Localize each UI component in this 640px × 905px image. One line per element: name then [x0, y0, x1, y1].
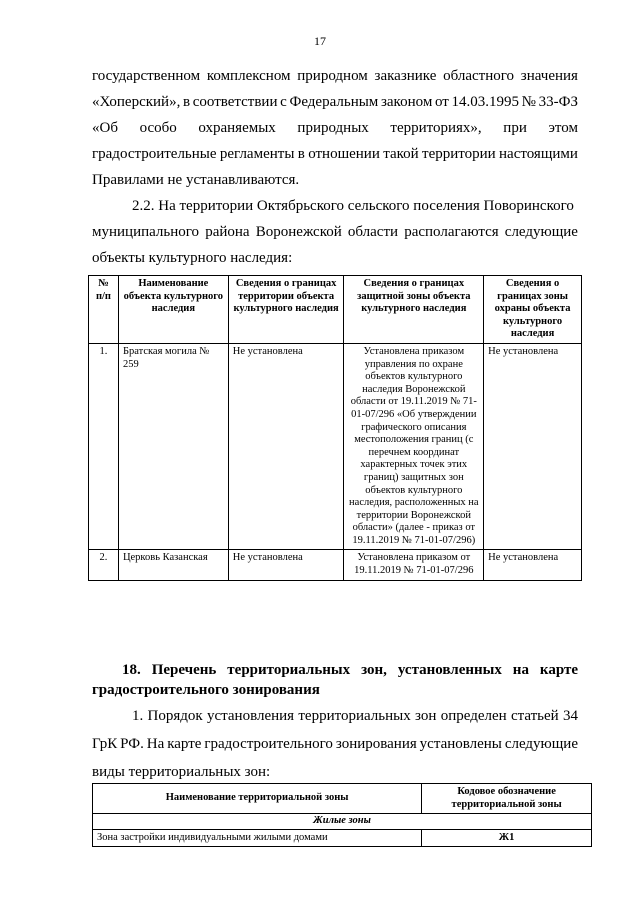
section-18-title: [92, 660, 578, 700]
word: государственном: [92, 68, 201, 84]
word: располагаются: [404, 224, 499, 240]
word: «Хоперский»,: [92, 94, 181, 110]
word: статьей: [510, 708, 559, 724]
word: РФ.: [120, 736, 144, 752]
text-line: 2.2. На территории Октябрьского сельского поселения Поворинского: [132, 198, 574, 214]
word: регламенты: [219, 146, 295, 162]
word: следующие: [504, 224, 578, 240]
table-group-row: [93, 814, 592, 830]
word: карте: [167, 736, 202, 752]
word: «Об: [92, 120, 118, 136]
word: 14.03.1995: [451, 94, 519, 110]
word: с: [280, 94, 287, 110]
column-header-zone-name: Наименование территориальной зоны: [93, 784, 422, 814]
cell-territory: Не установлена: [228, 343, 344, 550]
word: ГрК: [92, 736, 118, 752]
word: зонирования: [335, 736, 417, 752]
cell-zone-code: Ж1: [422, 829, 592, 847]
cell-number: 2.: [89, 550, 119, 580]
word: установлены: [419, 736, 502, 752]
zone-group-label: Жилые зоны: [93, 814, 592, 830]
word: областного: [443, 68, 515, 84]
table-row: [89, 343, 582, 550]
cell-protective-zone: Установлена приказом управления по охране объектов культурного наследия Воронежской области от 19.11.2019 № 71-01-07/296 «Об утверждении графического описания местоположения границ (с перечнем координат характерных точек этих границ) защитных зон объектов культурного наследия, расположенных на территории Воронежской области» (далее - приказ от 19.11.2019 № 71-01-07/296): [344, 343, 484, 550]
word: Воронежской: [255, 224, 342, 240]
text-line: [92, 118, 578, 138]
cell-number: 1.: [89, 343, 119, 550]
territorial-zones-table: [92, 783, 592, 847]
word: района: [205, 224, 250, 240]
word: На: [146, 736, 165, 752]
text-line: виды территориальных зон:: [92, 764, 271, 780]
word: 33-ФЗ: [538, 94, 578, 110]
table-row: [89, 550, 582, 580]
word: при: [503, 120, 527, 136]
table-header-row: [89, 276, 582, 344]
word: комплексном: [206, 68, 291, 84]
word: области: [347, 224, 399, 240]
text-line: объекты культурного наследия:: [92, 250, 293, 266]
word: муниципального: [92, 224, 200, 240]
word: градостроительного: [204, 736, 333, 752]
cell-name: Братская могила № 259: [118, 343, 228, 550]
word: от: [434, 94, 449, 110]
heritage-objects-table: [88, 275, 582, 581]
column-header-number: № п/п: [89, 276, 119, 344]
word: территориальных: [298, 708, 411, 724]
word: в: [297, 146, 305, 162]
column-header-zone-code: Кодовое обозначение территориальной зоны: [422, 784, 592, 814]
cell-name: Церковь Казанская: [118, 550, 228, 580]
cell-zone-name: Зона застройки индивидуальными жилыми домами: [93, 829, 422, 847]
column-header-name: Наименование объекта культурного наследия: [118, 276, 228, 344]
word: в: [182, 94, 191, 110]
word: соответствии: [192, 94, 278, 110]
section-title-text: 18. Перечень территориальных зон, установленных на карте градостроительного зонирования: [92, 662, 578, 698]
cell-territory: Не установлена: [228, 550, 344, 580]
word: зон: [415, 708, 437, 724]
page-number: 17: [314, 34, 326, 48]
cell-protection-zone: Не установлена: [484, 343, 582, 550]
word: территориях»,: [390, 120, 482, 136]
word: следующие: [504, 736, 578, 752]
column-header-protection-zone: Сведения о границах зоны охраны объекта культурного наследия: [484, 276, 582, 344]
word: Федеральным: [289, 94, 379, 110]
text-line: [132, 706, 578, 726]
word: Правилами не устанавливаются.: [92, 172, 300, 188]
word: природном: [297, 68, 368, 84]
text-line: [92, 66, 578, 86]
word: определен: [440, 708, 507, 724]
word: отношении: [308, 146, 380, 162]
column-header-territory: Сведения о границах территории объекта культурного наследия: [228, 276, 344, 344]
word: особо: [139, 120, 177, 136]
word: градостроительные: [92, 146, 217, 162]
cell-protection-zone: Не установлена: [484, 550, 582, 580]
text-line: [92, 92, 578, 112]
word: природных: [297, 120, 369, 136]
table-header-row: [93, 784, 592, 814]
column-header-protective-zone: Сведения о границах защитной зоны объекта культурного наследия: [344, 276, 484, 344]
text-line: [92, 222, 578, 242]
text-line: [92, 144, 578, 164]
text-line: [92, 170, 299, 190]
word: №: [521, 94, 536, 110]
word: этом: [548, 120, 578, 136]
word: 1.: [132, 708, 144, 724]
word: территории: [422, 146, 496, 162]
text-line: [92, 734, 578, 754]
table-row: [93, 829, 592, 847]
word: 34: [563, 708, 578, 724]
word: значения: [520, 68, 578, 84]
word: законом: [380, 94, 433, 110]
word: такой: [383, 146, 419, 162]
word: охраняемых: [198, 120, 276, 136]
word: настоящими: [499, 146, 578, 162]
word: заказнике: [374, 68, 437, 84]
word: Порядок: [147, 708, 203, 724]
word: установления: [207, 708, 295, 724]
cell-protective-zone: Установлена приказом от 19.11.2019 № 71-01-07/296: [344, 550, 484, 580]
